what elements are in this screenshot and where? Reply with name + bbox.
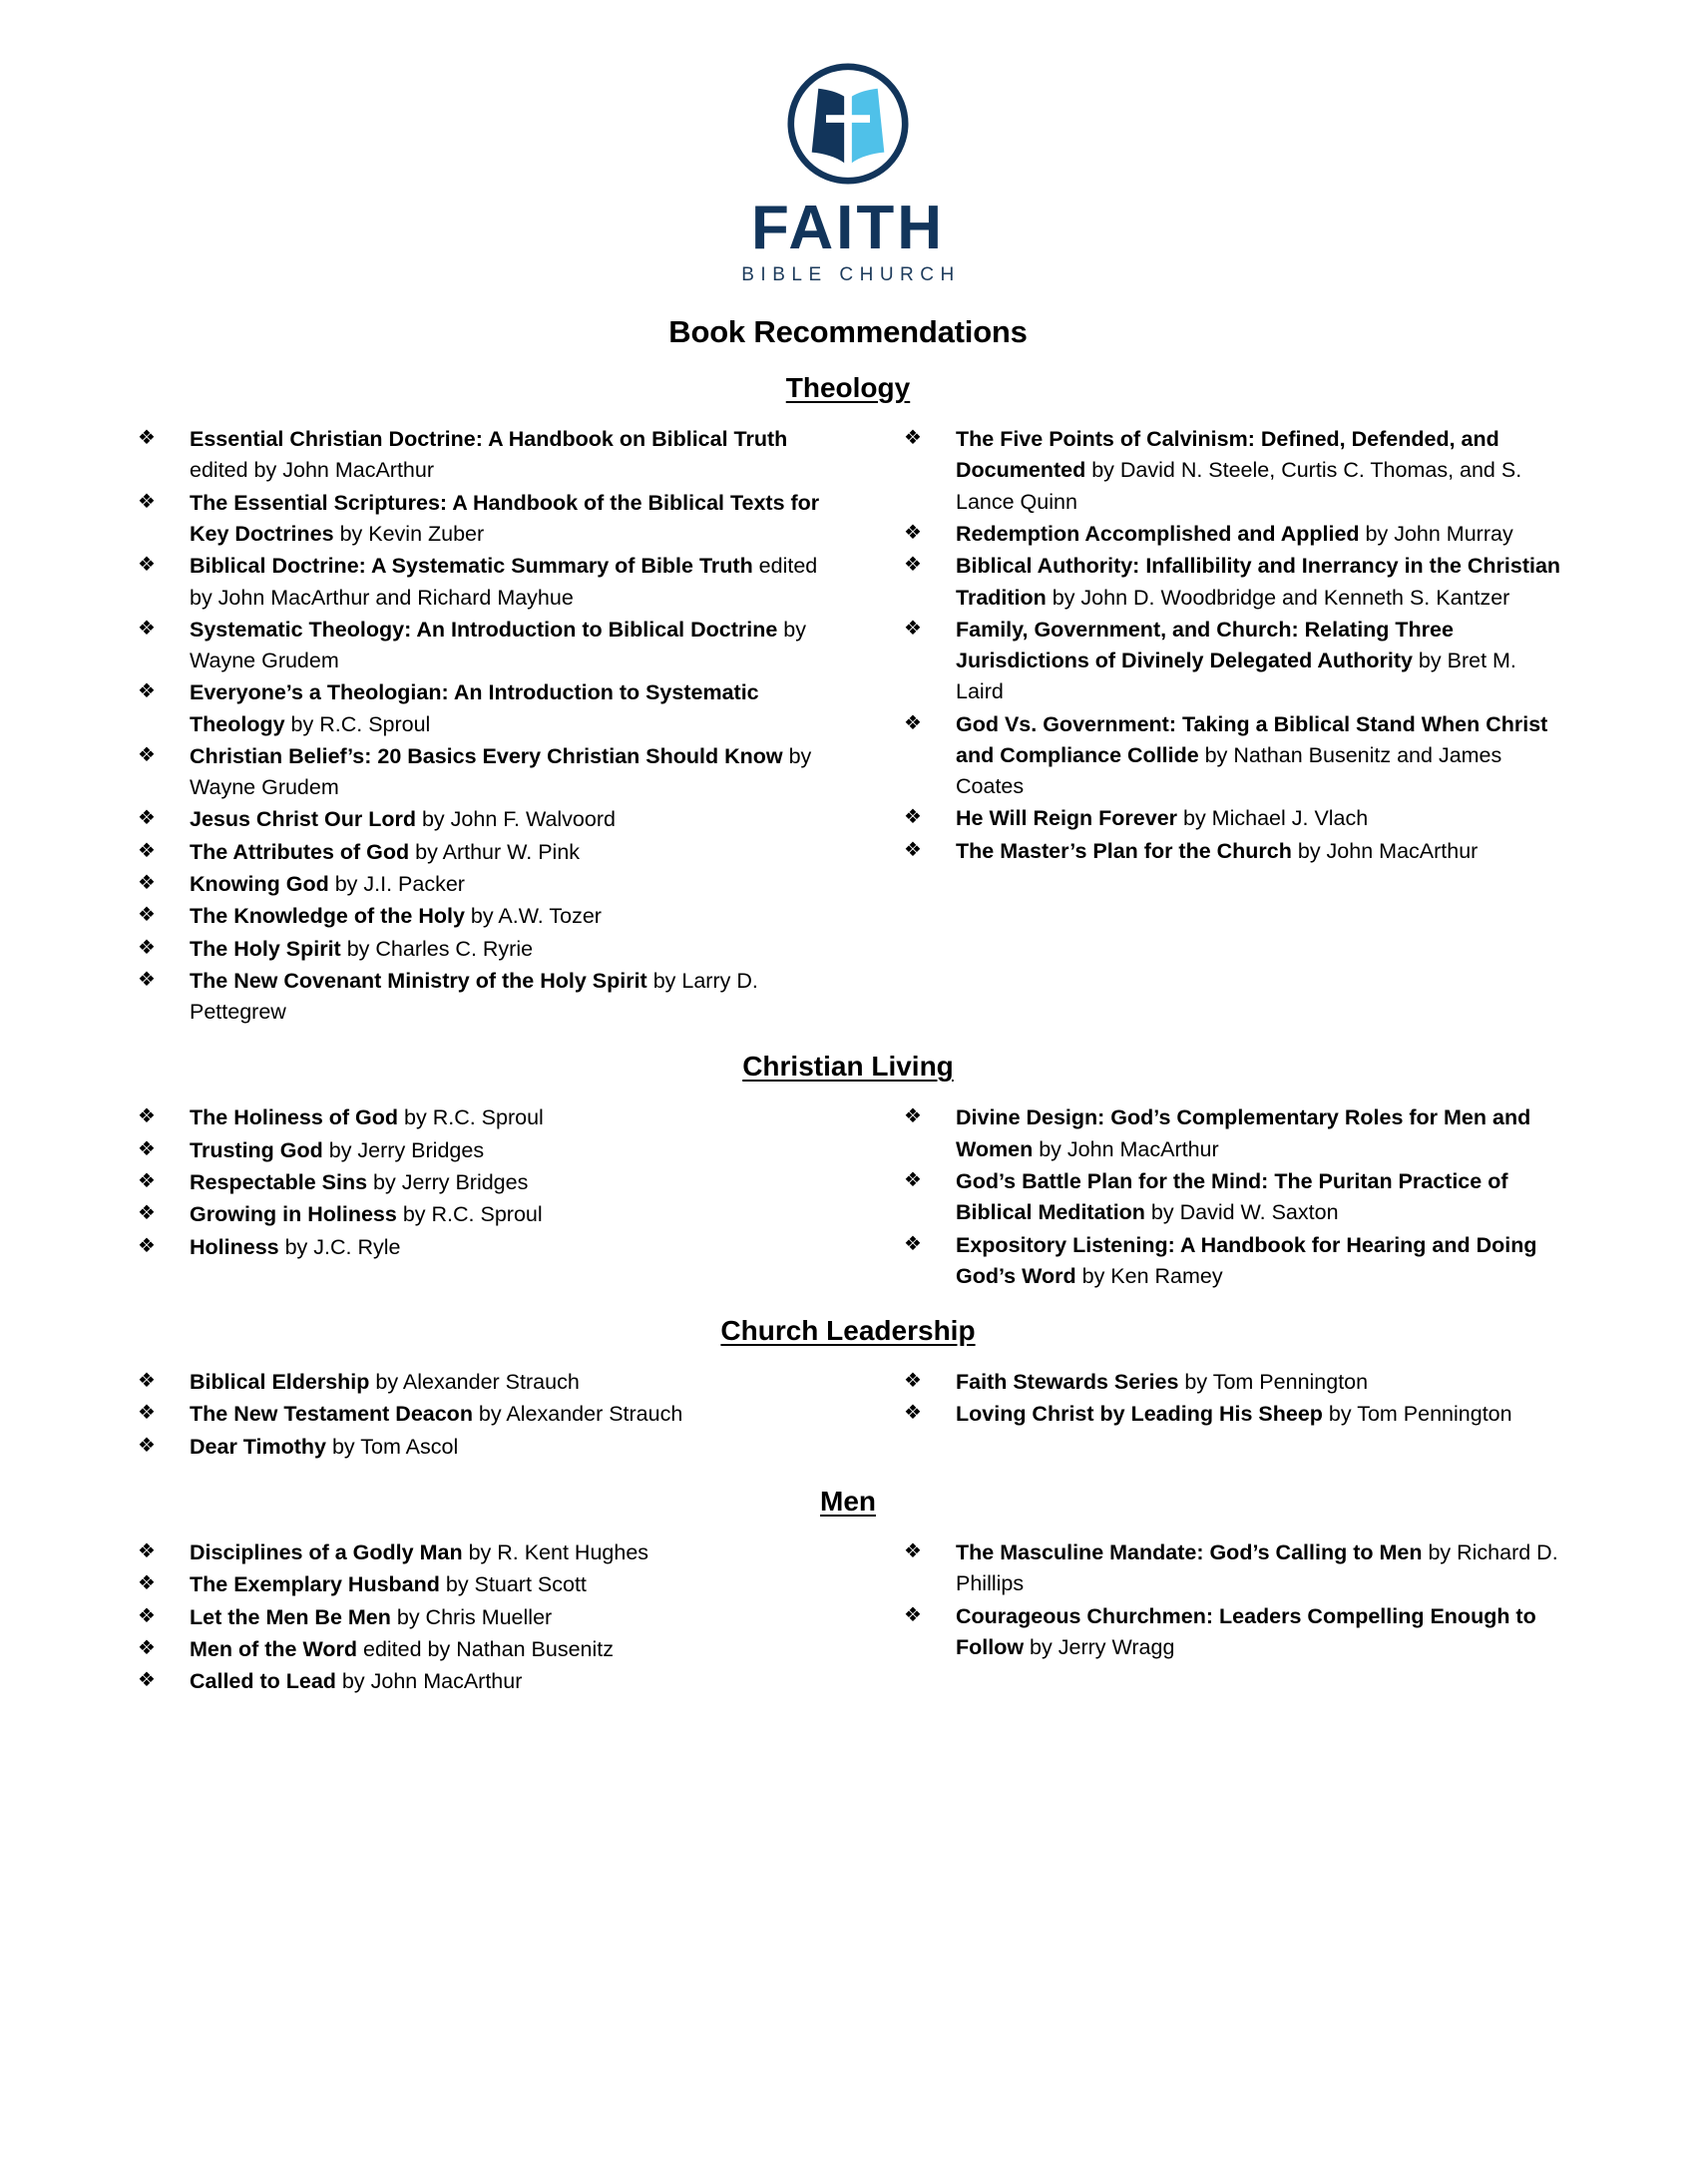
book-author: by Chris Mueller	[390, 1604, 553, 1629]
book-title: Trusting God	[190, 1137, 323, 1162]
diamond-bullet-icon: ❖	[138, 968, 156, 991]
book-author: by Michael J. Vlach	[1177, 806, 1369, 831]
book-list-item	[904, 519, 1566, 550]
book-author: by Larry D. Pettegrew	[190, 968, 758, 1025]
book-list-item	[904, 1367, 1566, 1398]
book-author: by Wayne Grudem	[190, 743, 812, 800]
book-title: Redemption Accomplished and Applied	[956, 521, 1360, 546]
section-heading: Men	[820, 1485, 876, 1517]
column-left	[120, 1367, 848, 1464]
book-author: by Nathan Busenitz and James Coates	[956, 742, 1502, 799]
book-title: Faith Stewards Series	[956, 1370, 1179, 1395]
book-title: The Attributes of God	[190, 839, 410, 864]
book-list-item	[904, 551, 1566, 614]
book-list-item	[904, 836, 1566, 867]
diamond-bullet-icon: ❖	[138, 936, 156, 959]
column-right	[848, 424, 1576, 868]
book-title: The Holiness of God	[190, 1105, 399, 1130]
book-author: by John D. Woodbridge and Kenneth S. Kantzer	[1046, 585, 1510, 610]
book-list-item	[138, 1232, 822, 1263]
page-title: Book Recommendations	[668, 314, 1028, 350]
book-list-item	[138, 615, 822, 677]
section-columns	[120, 1537, 1576, 1698]
book-list-item	[138, 488, 822, 551]
book-title: Growing in Holiness	[190, 1202, 397, 1227]
book-list-item	[138, 837, 822, 868]
diamond-bullet-icon: ❖	[138, 1604, 156, 1627]
book-author: by Alexander Strauch	[472, 1402, 683, 1427]
diamond-bullet-icon: ❖	[904, 838, 922, 861]
book-title: The Master’s Plan for the Church	[956, 838, 1292, 863]
book-title: Expository Listening: A Handbook for Hearing and Doing God’s Word	[956, 1232, 1537, 1288]
book-author: by J.C. Ryle	[278, 1234, 401, 1259]
book-title: Knowing God	[190, 872, 329, 897]
diamond-bullet-icon: ❖	[138, 1105, 156, 1128]
book-author: by Charles C. Ryrie	[340, 936, 534, 961]
diamond-bullet-icon: ❖	[904, 1539, 922, 1562]
book-list-item	[138, 1399, 822, 1430]
book-title: The Knowledge of the Holy	[190, 904, 465, 929]
diamond-bullet-icon: ❖	[138, 1402, 156, 1425]
book-author: by Arthur W. Pink	[409, 839, 581, 864]
book-author: edited by John MacArthur	[190, 458, 434, 483]
book-list-item	[904, 424, 1566, 518]
book-list-item	[904, 1537, 1566, 1600]
diamond-bullet-icon: ❖	[138, 427, 156, 450]
logo-wordmark: FAITH	[750, 194, 946, 262]
diamond-bullet-icon: ❖	[904, 1169, 922, 1191]
diamond-bullet-icon: ❖	[904, 617, 922, 640]
book-author: edited by Nathan Busenitz	[357, 1636, 614, 1661]
book-author: by A.W. Tozer	[464, 904, 602, 929]
book-author: by David W. Saxton	[1144, 1200, 1339, 1225]
book-author: by Ken Ramey	[1075, 1263, 1223, 1288]
book-list-item	[138, 934, 822, 965]
diamond-bullet-icon: ❖	[904, 1370, 922, 1393]
book-title: Everyone’s a Theologian: An Introduction to Systematic Theology	[190, 680, 759, 736]
book-list-left	[138, 1537, 822, 1697]
book-title: Respectable Sins	[190, 1170, 368, 1194]
diamond-bullet-icon: ❖	[138, 904, 156, 927]
book-title: The Holy Spirit	[190, 936, 341, 961]
book-title: Biblical Eldership	[190, 1370, 370, 1395]
book-author: by Kevin Zuber	[333, 521, 485, 546]
book-title: Courageous Churchmen: Leaders Compelling Enough to Follow	[956, 1603, 1536, 1659]
book-list-item	[138, 551, 822, 614]
book-list-item	[904, 1230, 1566, 1293]
diamond-bullet-icon: ❖	[138, 617, 156, 640]
book-list-item	[138, 869, 822, 900]
diamond-bullet-icon: ❖	[138, 1370, 156, 1393]
book-title: Biblical Authority: Infallibility and Inerrancy in the Christian Tradition	[956, 554, 1561, 610]
diamond-bullet-icon: ❖	[138, 1170, 156, 1192]
book-author: by Bret M. Laird	[956, 649, 1516, 704]
book-list-item	[138, 966, 822, 1029]
diamond-bullet-icon: ❖	[138, 839, 156, 862]
book-author: by R. Kent Hughes	[462, 1539, 649, 1564]
diamond-bullet-icon: ❖	[138, 490, 156, 513]
book-title: Christian Belief’s: 20 Basics Every Christian Should Know	[190, 743, 783, 768]
diamond-bullet-icon: ❖	[904, 1402, 922, 1425]
book-list-item	[138, 741, 822, 804]
column-right	[848, 1537, 1576, 1664]
diamond-bullet-icon: ❖	[138, 1434, 156, 1457]
diamond-bullet-icon: ❖	[138, 680, 156, 703]
book-list-item	[904, 1399, 1566, 1430]
book-author: by Jerry Wragg	[1024, 1634, 1175, 1659]
book-title: Essential Christian Doctrine: A Handbook on Biblical Truth	[190, 427, 788, 452]
book-list-item	[138, 1432, 822, 1463]
section-heading: Church Leadership	[720, 1315, 976, 1347]
diamond-bullet-icon: ❖	[904, 521, 922, 544]
book-title: Family, Government, and Church: Relating Three Jurisdictions of Divinely Delegated Authority	[956, 617, 1454, 673]
book-author: by R.C. Sproul	[284, 711, 431, 736]
sections-container	[120, 372, 1576, 1698]
column-left	[120, 424, 848, 1029]
column-left	[120, 1537, 848, 1698]
book-author: by John MacArthur	[1291, 838, 1479, 863]
book-title: The Exemplary Husband	[190, 1572, 440, 1597]
diamond-bullet-icon: ❖	[904, 1232, 922, 1255]
book-list-item	[138, 901, 822, 932]
book-author: by Richard D. Phillips	[956, 1539, 1558, 1596]
book-author: by R.C. Sproul	[398, 1105, 544, 1130]
book-title: Divine Design: God’s Complementary Roles for Men and Women	[956, 1105, 1531, 1161]
book-author: by David N. Steele, Curtis C. Thomas, and S. Lance Quinn	[956, 458, 1522, 514]
section-columns	[120, 1102, 1576, 1293]
book-title: God’s Battle Plan for the Mind: The Puritan Practice of Biblical Meditation	[956, 1169, 1508, 1225]
book-title: Holiness	[190, 1234, 279, 1259]
book-title: Biblical Doctrine: A Systematic Summary of Bible Truth	[190, 554, 753, 579]
book-list-item	[138, 1602, 822, 1633]
book-title: The Masculine Mandate: God’s Calling to Men	[956, 1539, 1423, 1564]
book-list-item	[904, 1166, 1566, 1229]
diamond-bullet-icon: ❖	[904, 554, 922, 577]
section-columns	[120, 1367, 1576, 1464]
book-list-item	[138, 1666, 822, 1697]
logo-submark: BIBLE CHURCH	[741, 264, 961, 286]
book-author: by Tom Pennington	[1178, 1370, 1369, 1395]
book-list-item	[138, 1135, 822, 1166]
book-author: by R.C. Sproul	[396, 1202, 543, 1227]
book-title: The Five Points of Calvinism: Defined, Defended, and Documented	[956, 427, 1499, 483]
book-list-item	[138, 1102, 822, 1133]
book-author: edited by John MacArthur and Richard Mayhue	[190, 554, 818, 610]
open-book-cross-logo-icon	[782, 58, 914, 190]
book-title: Disciplines of a Godly Man	[190, 1539, 463, 1564]
book-list-item	[904, 709, 1566, 803]
diamond-bullet-icon: ❖	[904, 711, 922, 734]
book-title: Jesus Christ Our Lord	[190, 807, 416, 832]
book-list-right	[904, 1367, 1566, 1431]
book-list-item	[904, 1102, 1566, 1165]
diamond-bullet-icon: ❖	[138, 1539, 156, 1562]
diamond-bullet-icon: ❖	[138, 1234, 156, 1257]
diamond-bullet-icon: ❖	[138, 554, 156, 577]
book-author: by Tom Pennington	[1322, 1402, 1512, 1427]
book-list-left	[138, 424, 822, 1028]
book-list-right	[904, 424, 1566, 867]
book-list-item	[138, 804, 822, 835]
book-title: Called to Lead	[190, 1669, 336, 1694]
book-author: by Alexander Strauch	[369, 1370, 580, 1395]
diamond-bullet-icon: ❖	[138, 1636, 156, 1659]
book-list-item	[138, 1199, 822, 1230]
book-author: by Wayne Grudem	[190, 617, 806, 673]
diamond-bullet-icon: ❖	[138, 1137, 156, 1160]
book-title: The New Testament Deacon	[190, 1402, 473, 1427]
book-author: by John F. Walvoord	[416, 807, 616, 832]
book-title: The New Covenant Ministry of the Holy Spirit	[190, 968, 647, 993]
book-title: Loving Christ by Leading His Sheep	[956, 1402, 1323, 1427]
book-list-item	[138, 1634, 822, 1665]
section-columns	[120, 424, 1576, 1029]
book-author: by Jerry Bridges	[367, 1170, 529, 1194]
book-title: Systematic Theology: An Introduction to Biblical Doctrine	[190, 617, 778, 642]
diamond-bullet-icon: ❖	[138, 1202, 156, 1225]
diamond-bullet-icon: ❖	[904, 1105, 922, 1128]
diamond-bullet-icon: ❖	[138, 872, 156, 895]
book-list-left	[138, 1367, 822, 1463]
book-author: by Stuart Scott	[439, 1572, 587, 1597]
section-heading: Theology	[785, 372, 911, 404]
book-list-left	[138, 1102, 822, 1262]
book-list-item	[904, 615, 1566, 708]
book-author: by Tom Ascol	[326, 1434, 459, 1459]
section-heading: Christian Living	[742, 1051, 954, 1083]
book-list-item	[138, 1367, 822, 1398]
book-list-item	[904, 803, 1566, 834]
diamond-bullet-icon: ❖	[904, 806, 922, 829]
book-title: Men of the Word	[190, 1636, 358, 1661]
book-list-item	[138, 424, 822, 487]
book-author: by John MacArthur	[1033, 1136, 1219, 1161]
book-title: Let the Men Be Men	[190, 1604, 391, 1629]
book-list-item	[904, 1601, 1566, 1664]
book-title: Dear Timothy	[190, 1434, 326, 1459]
diamond-bullet-icon: ❖	[138, 1669, 156, 1692]
diamond-bullet-icon: ❖	[138, 807, 156, 830]
book-author: by John Murray	[1359, 521, 1513, 546]
diamond-bullet-icon: ❖	[138, 1572, 156, 1595]
church-logo	[120, 0, 1576, 286]
book-title: God Vs. Government: Taking a Biblical Stand When Christ and Compliance Collide	[956, 711, 1548, 767]
book-list-right	[904, 1102, 1566, 1292]
book-author: by John MacArthur	[335, 1669, 523, 1694]
column-left	[120, 1102, 848, 1263]
column-right	[848, 1367, 1576, 1432]
book-title: The Essential Scriptures: A Handbook of the Biblical Texts for Key Doctrines	[190, 490, 820, 546]
book-list-item	[138, 1537, 822, 1568]
diamond-bullet-icon: ❖	[904, 427, 922, 450]
book-list-item	[138, 1167, 822, 1198]
book-list-item	[138, 1569, 822, 1600]
diamond-bullet-icon: ❖	[138, 743, 156, 766]
column-right	[848, 1102, 1576, 1293]
book-list-item	[138, 677, 822, 740]
book-author: by J.I. Packer	[328, 872, 465, 897]
book-title: He Will Reign Forever	[956, 806, 1178, 831]
book-author: by Jerry Bridges	[322, 1137, 485, 1162]
diamond-bullet-icon: ❖	[904, 1603, 922, 1626]
book-list-right	[904, 1537, 1566, 1663]
